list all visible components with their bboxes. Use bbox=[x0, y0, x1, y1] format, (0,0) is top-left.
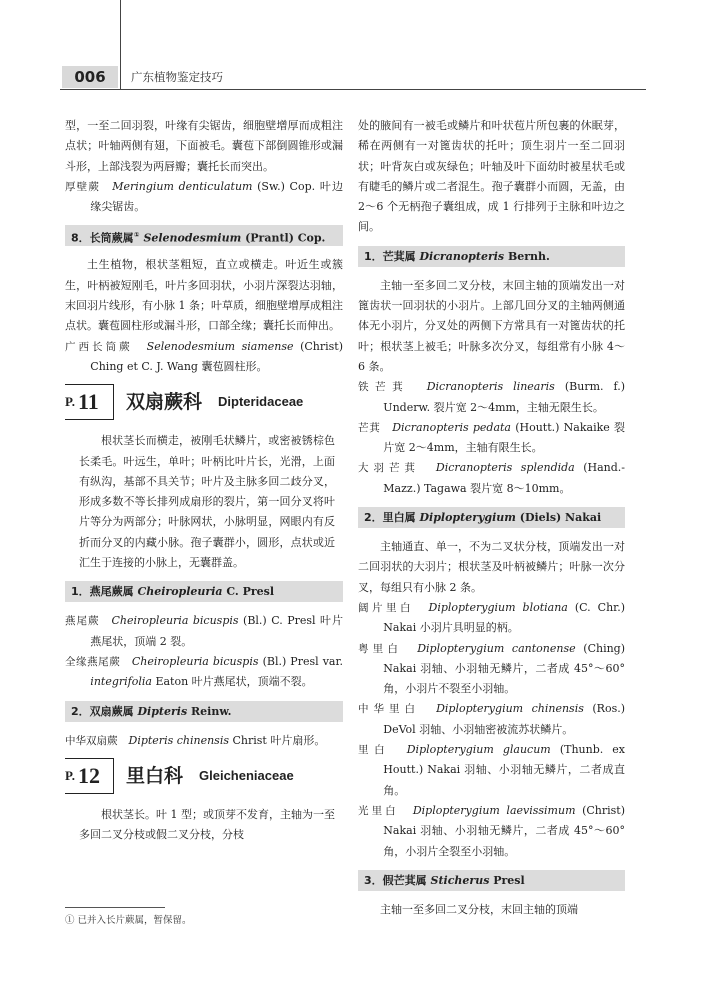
species-entry: 中华里白 Diplopterygium chinensis (Ros.) DeVol 羽轴、小羽轴密被流苏状鳞片。 bbox=[358, 702, 626, 736]
species-entry: 光里白 Diplopterygium laevissimum (Christ) Nakai 羽轴、小羽轴无鳞片，二者成 45°～60° 角，小羽片全裂至小羽轴。 bbox=[358, 803, 626, 858]
header-vertical-rule bbox=[120, 0, 121, 90]
running-title: 广东植物鉴定技巧 bbox=[131, 70, 223, 84]
species-entry: 燕尾蕨 Cheiropleuria bicuspis (Bl.) C. Presl 叶片燕尾状，顶端 2 裂。 bbox=[65, 614, 344, 648]
family-chinese-name: 里白科 bbox=[126, 764, 184, 787]
species-entry: 铁芒萁 Dicranopteris linearis (Burm. f.) Underw. 裂片宽 2～4mm，主轴无限生长。 bbox=[358, 380, 626, 414]
genus-description: 主轴一至多回二叉分枝，末回主轴的顶端发出一对篦齿状一回羽状的小羽片。上部几回分叉的主轴两侧通体无小羽片，分叉处的两侧下方常具有一对篦齿状的托叶；根状茎上被毛；叶脉多次分叉，每组常有小脉 4～6 条。 bbox=[358, 278, 625, 373]
genus-heading: 2．双扇蕨属 Dipteris Reinw. bbox=[65, 701, 343, 722]
genus-heading: 1．芒萁属 Dicranopteris Bernh. bbox=[358, 246, 625, 267]
family-12-description: 根状茎长。叶 1 型；或顶芽不发育，主轴为一至多回二叉分枝或假二叉分枝，分枝 bbox=[79, 807, 335, 842]
family-11-description: 根状茎长而横走，被刚毛状鳞片，或密被锈棕色长柔毛。叶远生，单叶；叶柄比叶片长，光滑，上面有纵沟，基部不具关节；叶片及主脉多回二歧分叉，形成多数不等长排列成扇形的裂片，第一回分叉将叶片等分为两部分；叶脉网状，小脉明显，网眼内有反折而分叉的内藏小脉。孢子囊群小，圆形，点状或近汇生于连接的小脉上，无囊群盖。 bbox=[79, 434, 335, 570]
genus-description: 主轴一至多回二叉分枝，末回主轴的顶端 bbox=[380, 902, 578, 916]
footnote-marker: ① bbox=[133, 231, 140, 240]
family-number-box: P. 11 bbox=[65, 384, 114, 420]
species-entry: 芒萁 Dicranopteris pedata (Houtt.) Nakaike 裂片宽 2～4mm，主轴有限生长。 bbox=[358, 420, 626, 455]
genus-heading-8: 8．长筒蕨属① Selenodesmium (Prantl) Cop. bbox=[65, 225, 343, 246]
genus-8-description: 土生植物，根状茎粗短，直立或横走。叶近生或簇生，叶柄被短刚毛，叶片多回羽状，小羽片深裂达羽轴，末回羽片线形，有小脉 1 条；叶草质，细胞壁增厚成粗注点状。囊苞圆柱形或漏斗形，口部全缘；囊托长而伸出。 bbox=[65, 258, 343, 333]
family-heading-11 bbox=[65, 383, 343, 421]
species-entry: 大羽芒萁 Dicranopteris splendida (Hand.-Mazz.) Tagawa 裂片宽 8～10mm。 bbox=[358, 461, 626, 495]
family-chinese-name: 双扇蕨科 bbox=[126, 391, 203, 414]
genus-heading: 2．里白属 Diplopterygium (Diels) Nakai bbox=[358, 507, 625, 528]
genus-heading: 1．燕尾蕨属 Cheiropleuria C. Presl bbox=[65, 581, 343, 602]
species-entry: 中华双扇蕨 Dipteris chinensis Christ 叶片扇形。 bbox=[65, 733, 326, 747]
left-column bbox=[65, 116, 343, 845]
genus-description: 主轴通直、单一，不为二叉状分枝，顶端发出一对二回羽状的大羽片；根状茎及叶柄被鳞片；叶脉一次分叉，每组只有小脉 2 条。 bbox=[358, 540, 625, 594]
species-entry: 广西长筒蕨 Selenodesmium siamense (Christ) Ching et C. J. Wang 囊苞圆柱形。 bbox=[65, 339, 344, 373]
header-horizontal-rule bbox=[60, 89, 646, 90]
right-intro-paragraph: 处的腋间有一被毛或鳞片和叶状苞片所包裹的休眠芽，稀在两侧有一对篦齿状的托叶；顶生羽片一至二回羽状；叶背灰白或灰绿色；叶轴及叶下面幼时被星状毛或有睫毛的鳞片或二者混生。孢子囊群小而圆，无盖，由 2～6 个无柄孢子囊组成，成 1 行排列于主脉和叶边之间。 bbox=[358, 119, 625, 234]
family-latin-name: Gleicheniaceae bbox=[199, 767, 294, 783]
family-heading-12 bbox=[65, 757, 343, 795]
page-number: 006 bbox=[62, 66, 118, 88]
right-column bbox=[358, 116, 625, 920]
family-latin-name: Dipteridaceae bbox=[218, 394, 304, 410]
left-intro-paragraph: 型，一至二回羽裂，叶缘有尖锯齿，细胞壁增厚而成粗注点状；叶轴两侧有翅，下面被毛。囊苞下部倒圆锥形或漏斗形，上部浅裂为两唇瓣；囊托长而突出。 bbox=[65, 119, 343, 173]
family-number-box: P. 12 bbox=[65, 758, 114, 794]
genus-heading: 3．假芒萁属 Sticherus Presl bbox=[358, 870, 625, 891]
species-entry: 里白 Diplopterygium glaucum (Thunb. ex Houtt.) Nakai 羽轴、小羽轴无鳞片，二者成直角。 bbox=[358, 743, 626, 797]
species-entry: 阔片里白 Diplopterygium blotiana (C. Chr.) Nakai 小羽片具明显的柄。 bbox=[358, 600, 626, 635]
species-entry: 厚壁蕨 Meringium denticulatum (Sw.) Cop. 叶边缘尖锯齿。 bbox=[65, 179, 343, 214]
species-entry: 粤里白 Diplopterygium cantonense (Ching) Nakai 羽轴、小羽轴无鳞片，二者成 45°～60° 角，小羽片不裂至小羽轴。 bbox=[358, 641, 626, 696]
species-entry: 全缘燕尾蕨 Cheiropleuria bicuspis (Bl.) Presl var. integrifolia Eaton 叶片燕尾状，顶端不裂。 bbox=[65, 654, 344, 689]
footnote: ① 已并入长片蕨属，暂保留。 bbox=[65, 915, 192, 926]
footnote-rule bbox=[65, 907, 165, 908]
